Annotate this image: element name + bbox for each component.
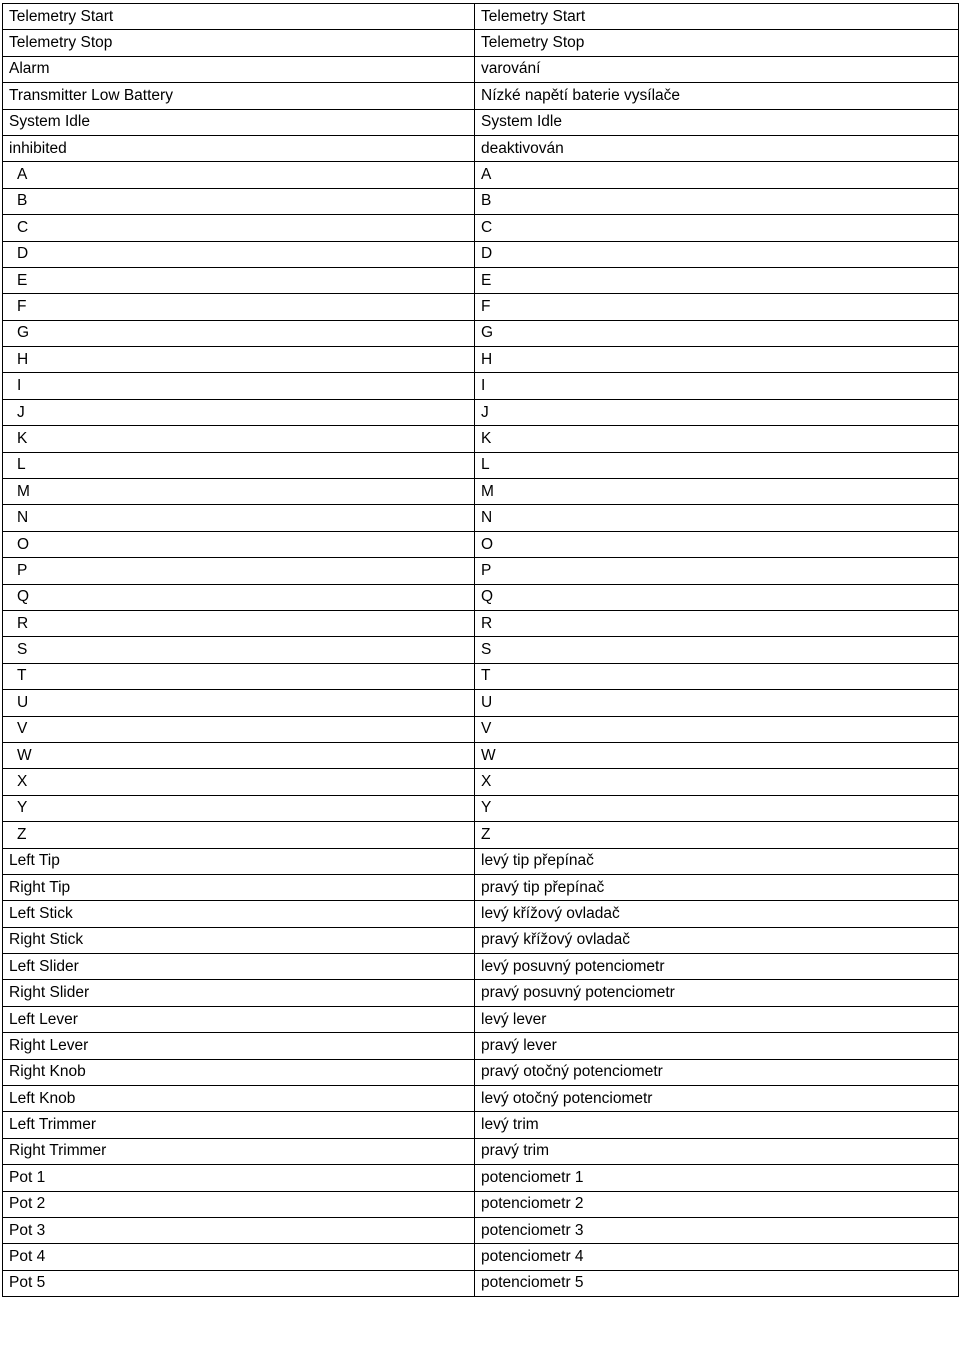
english-term-cell: Left Trimmer (3, 1112, 475, 1138)
czech-translation-cell: levý otočný potenciometr (475, 1086, 959, 1112)
english-term-cell: J (3, 399, 475, 425)
table-row (3, 215, 959, 241)
english-term-cell: W (3, 742, 475, 768)
english-term-cell: Right Slider (3, 980, 475, 1006)
english-term-cell: Pot 1 (3, 1165, 475, 1191)
english-term-cell: F (3, 294, 475, 320)
table-row (3, 610, 959, 636)
english-term-cell: B (3, 188, 475, 214)
table-row (3, 1059, 959, 1085)
table-row (3, 452, 959, 478)
english-term-cell: A (3, 162, 475, 188)
czech-translation-cell: levý lever (475, 1006, 959, 1032)
english-term-cell: Pot 4 (3, 1244, 475, 1270)
table-row (3, 795, 959, 821)
czech-translation-cell: Telemetry Stop (475, 30, 959, 56)
table-row (3, 1191, 959, 1217)
english-term-cell: K (3, 426, 475, 452)
czech-translation-cell: A (475, 162, 959, 188)
czech-translation-cell: W (475, 742, 959, 768)
table-row (3, 1165, 959, 1191)
table-row (3, 980, 959, 1006)
table-row (3, 188, 959, 214)
english-term-cell: P (3, 558, 475, 584)
czech-translation-cell: pravý křížový ovladač (475, 927, 959, 953)
english-term-cell: Right Tip (3, 874, 475, 900)
czech-translation-cell: Z (475, 822, 959, 848)
table-row (3, 1006, 959, 1032)
czech-translation-cell: G (475, 320, 959, 346)
czech-translation-cell: L (475, 452, 959, 478)
table-row (3, 479, 959, 505)
czech-translation-cell: levý křížový ovladač (475, 901, 959, 927)
english-term-cell: Telemetry Stop (3, 30, 475, 56)
table-row (3, 347, 959, 373)
english-term-cell: Pot 5 (3, 1270, 475, 1296)
english-term-cell: Telemetry Start (3, 4, 475, 30)
table-row (3, 690, 959, 716)
czech-translation-cell: F (475, 294, 959, 320)
english-term-cell: Q (3, 584, 475, 610)
table-row (3, 505, 959, 531)
english-term-cell: U (3, 690, 475, 716)
table-row (3, 716, 959, 742)
english-term-cell: Right Trimmer (3, 1138, 475, 1164)
czech-translation-cell: pravý lever (475, 1033, 959, 1059)
english-term-cell: E (3, 267, 475, 293)
czech-translation-cell: potenciometr 4 (475, 1244, 959, 1270)
table-row (3, 4, 959, 30)
table-row (3, 373, 959, 399)
table-row (3, 399, 959, 425)
czech-translation-cell: potenciometr 1 (475, 1165, 959, 1191)
czech-translation-cell: levý trim (475, 1112, 959, 1138)
czech-translation-cell: S (475, 637, 959, 663)
translation-table-body (3, 4, 959, 1297)
table-row (3, 822, 959, 848)
czech-translation-cell: Y (475, 795, 959, 821)
table-row (3, 848, 959, 874)
czech-translation-cell: C (475, 215, 959, 241)
czech-translation-cell: H (475, 347, 959, 373)
czech-translation-cell: System Idle (475, 109, 959, 135)
czech-translation-cell: M (475, 479, 959, 505)
table-row (3, 769, 959, 795)
table-row (3, 294, 959, 320)
table-row (3, 637, 959, 663)
english-term-cell: inhibited (3, 135, 475, 161)
czech-translation-cell: X (475, 769, 959, 795)
czech-translation-cell: potenciometr 2 (475, 1191, 959, 1217)
table-row (3, 426, 959, 452)
english-term-cell: Pot 3 (3, 1217, 475, 1243)
czech-translation-cell: B (475, 188, 959, 214)
czech-translation-cell: U (475, 690, 959, 716)
czech-translation-cell: R (475, 610, 959, 636)
english-term-cell: V (3, 716, 475, 742)
english-term-cell: O (3, 531, 475, 557)
czech-translation-cell: varování (475, 56, 959, 82)
english-term-cell: G (3, 320, 475, 346)
table-row (3, 162, 959, 188)
table-row (3, 1086, 959, 1112)
table-row (3, 56, 959, 82)
english-term-cell: Y (3, 795, 475, 821)
table-row (3, 954, 959, 980)
table-row (3, 135, 959, 161)
table-row (3, 241, 959, 267)
czech-translation-cell: pravý tip přepínač (475, 874, 959, 900)
czech-translation-cell: P (475, 558, 959, 584)
english-term-cell: Left Slider (3, 954, 475, 980)
english-term-cell: N (3, 505, 475, 531)
table-row (3, 663, 959, 689)
czech-translation-cell: N (475, 505, 959, 531)
table-row (3, 267, 959, 293)
czech-translation-cell: deaktivován (475, 135, 959, 161)
czech-translation-cell: Q (475, 584, 959, 610)
czech-translation-cell: Nízké napětí baterie vysílače (475, 83, 959, 109)
czech-translation-cell: pravý otočný potenciometr (475, 1059, 959, 1085)
english-term-cell: D (3, 241, 475, 267)
english-term-cell: H (3, 347, 475, 373)
english-term-cell: C (3, 215, 475, 241)
english-term-cell: Z (3, 822, 475, 848)
czech-translation-cell: levý tip přepínač (475, 848, 959, 874)
english-term-cell: Transmitter Low Battery (3, 83, 475, 109)
english-term-cell: Right Stick (3, 927, 475, 953)
table-row (3, 927, 959, 953)
table-row (3, 901, 959, 927)
english-term-cell: System Idle (3, 109, 475, 135)
czech-translation-cell: potenciometr 3 (475, 1217, 959, 1243)
table-row (3, 1244, 959, 1270)
table-row (3, 584, 959, 610)
table-row (3, 1033, 959, 1059)
table-row (3, 1217, 959, 1243)
czech-translation-cell: I (475, 373, 959, 399)
english-term-cell: S (3, 637, 475, 663)
czech-translation-cell: pravý trim (475, 1138, 959, 1164)
table-row (3, 1112, 959, 1138)
english-term-cell: Left Knob (3, 1086, 475, 1112)
czech-translation-cell: levý posuvný potenciometr (475, 954, 959, 980)
english-term-cell: T (3, 663, 475, 689)
table-row (3, 558, 959, 584)
table-row (3, 531, 959, 557)
czech-translation-cell: T (475, 663, 959, 689)
table-row (3, 83, 959, 109)
english-term-cell: Right Knob (3, 1059, 475, 1085)
table-row (3, 320, 959, 346)
english-term-cell: I (3, 373, 475, 399)
table-row (3, 742, 959, 768)
english-term-cell: Left Tip (3, 848, 475, 874)
english-term-cell: Pot 2 (3, 1191, 475, 1217)
table-row (3, 30, 959, 56)
english-term-cell: Left Stick (3, 901, 475, 927)
czech-translation-cell: pravý posuvný potenciometr (475, 980, 959, 1006)
table-row (3, 109, 959, 135)
czech-translation-cell: D (475, 241, 959, 267)
english-term-cell: Alarm (3, 56, 475, 82)
english-term-cell: Left Lever (3, 1006, 475, 1032)
czech-translation-cell: V (475, 716, 959, 742)
table-row (3, 1270, 959, 1296)
english-term-cell: R (3, 610, 475, 636)
english-term-cell: X (3, 769, 475, 795)
czech-translation-cell: K (475, 426, 959, 452)
czech-translation-cell: E (475, 267, 959, 293)
czech-translation-cell: potenciometr 5 (475, 1270, 959, 1296)
english-term-cell: Right Lever (3, 1033, 475, 1059)
translation-table (2, 3, 959, 1297)
czech-translation-cell: J (475, 399, 959, 425)
english-term-cell: L (3, 452, 475, 478)
czech-translation-cell: Telemetry Start (475, 4, 959, 30)
english-term-cell: M (3, 479, 475, 505)
table-row (3, 874, 959, 900)
table-row (3, 1138, 959, 1164)
czech-translation-cell: O (475, 531, 959, 557)
